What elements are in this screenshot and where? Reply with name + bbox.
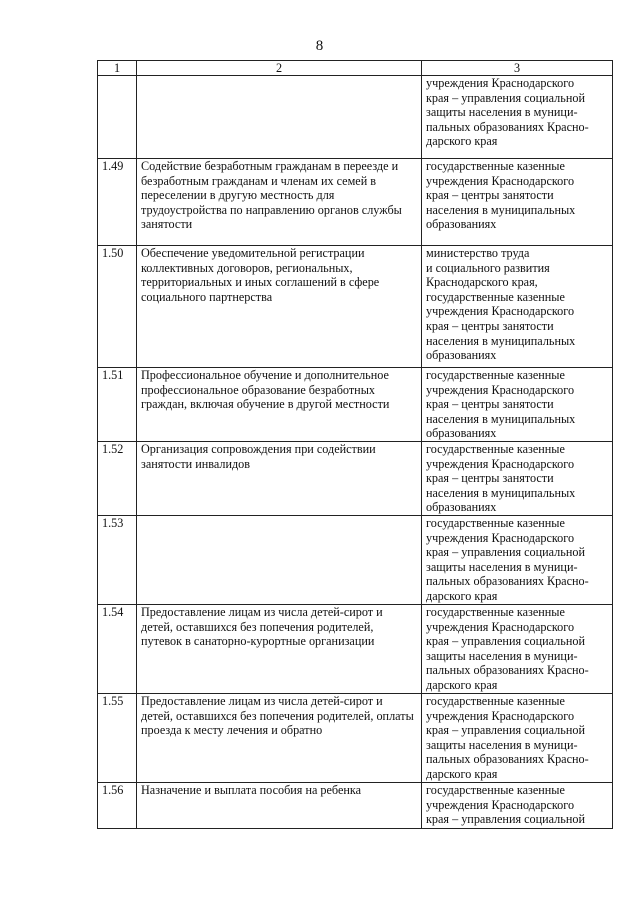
org-line: дарского края [426, 766, 498, 781]
org-line: края – управления социальной [426, 90, 585, 105]
table-row [98, 246, 613, 368]
org-line: пальных образованиях Красно- [426, 752, 589, 767]
org-line: образованиях [426, 217, 497, 232]
org-line: учреждения Краснодарского [426, 173, 575, 188]
service-description: Предоставление лицам из числа детей-сирот и детей, оставшихся без попечения родителей, оплаты проезда к месту лечения и обратно [137, 694, 422, 783]
org-line: пальных образованиях Красно- [426, 574, 589, 589]
org-line: государственные казенные [426, 783, 565, 797]
org-line: края – управления социальной [426, 545, 585, 560]
org-line: Краснодарского края, [426, 275, 538, 290]
org-line: государственные казенные [426, 289, 565, 304]
table-row [98, 783, 613, 829]
row-number [98, 76, 137, 159]
service-description: Профессиональное обучение и дополнительное профессиональное образование безработных граждан, включая обучение в другой местности [137, 368, 422, 442]
row-number: 1.54 [98, 605, 137, 694]
org-line: населения в муниципальных [426, 333, 576, 348]
service-description: Содействие безработным гражданам в переезде и безработным гражданам и членам их семей в переселении в другую местность для трудоустройства по направлению органов службы занятости [137, 159, 422, 246]
org-line: образованиях [426, 426, 497, 441]
responsible-organization [422, 783, 613, 829]
org-line: образованиях [426, 500, 497, 515]
row-number: 1.51 [98, 368, 137, 442]
org-line: края – центры занятости [426, 397, 554, 412]
responsible-organization [422, 516, 613, 605]
page-number: 8 [315, 38, 324, 54]
org-line: министерство труда [426, 246, 530, 260]
table-row [98, 368, 613, 442]
org-line: учреждения Краснодарского [426, 797, 575, 812]
org-line: учреждения Краснодарского [426, 304, 575, 319]
service-description [137, 516, 422, 605]
org-line: дарского края [426, 677, 498, 692]
org-line: пальных образованиях Красно- [426, 663, 589, 678]
org-line: пальных образованиях Красно- [426, 119, 589, 134]
org-line: учреждения Краснодарского [426, 530, 575, 545]
row-number: 1.56 [98, 783, 137, 829]
row-number: 1.50 [98, 246, 137, 368]
org-line: края – центры занятости [426, 471, 554, 486]
column-header-2: 2 [137, 61, 422, 76]
org-line: государственные казенные [426, 694, 565, 708]
responsible-organization [422, 159, 613, 246]
org-line: края – управления социальной [426, 723, 585, 738]
org-line: населения в муниципальных [426, 485, 576, 500]
org-line: защиты населения в муници- [426, 648, 578, 663]
table-row [98, 159, 613, 246]
table-header-row [98, 61, 613, 76]
org-line: государственные казенные [426, 605, 565, 619]
column-header-3: 3 [422, 61, 613, 76]
row-number: 1.53 [98, 516, 137, 605]
org-line: защиты населения в муници- [426, 559, 578, 574]
column-header-1: 1 [98, 61, 137, 76]
table-row [98, 76, 613, 159]
org-line: государственные казенные [426, 516, 565, 530]
service-description: Назначение и выплата пособия на ребенка [137, 783, 422, 829]
org-line: защиты населения в муници- [426, 737, 578, 752]
org-line: края – центры занятости [426, 188, 554, 203]
services-table [97, 60, 613, 829]
org-line: государственные казенные [426, 159, 565, 173]
responsible-organization [422, 442, 613, 516]
org-line: образованиях [426, 348, 497, 363]
service-description: Предоставление лицам из числа детей-сирот и детей, оставшихся без попечения родителей, путевок в санаторно-курортные организации [137, 605, 422, 694]
table-row [98, 516, 613, 605]
org-line: учреждения Краснодарского [426, 382, 575, 397]
responsible-organization [422, 605, 613, 694]
org-line: и социального развития [426, 260, 550, 275]
service-description [137, 76, 422, 159]
service-description: Обеспечение уведомительной регистрации коллективных договоров, региональных, территориальных и иных соглашений в сфере социального партнерства [137, 246, 422, 368]
table-row [98, 605, 613, 694]
org-line: учреждения Краснодарского [426, 619, 575, 634]
responsible-organization [422, 76, 613, 159]
org-line: дарского края [426, 588, 498, 603]
org-line: населения в муниципальных [426, 202, 576, 217]
org-line: защиты населения в муници- [426, 105, 578, 120]
row-number: 1.49 [98, 159, 137, 246]
org-line: населения в муниципальных [426, 411, 576, 426]
org-line: учреждения Краснодарского [426, 708, 575, 723]
responsible-organization [422, 694, 613, 783]
org-line: края – управления социальной [426, 812, 585, 827]
row-number: 1.55 [98, 694, 137, 783]
org-line: края – центры занятости [426, 318, 554, 333]
table-row [98, 442, 613, 516]
org-line: государственные казенные [426, 368, 565, 382]
responsible-organization [422, 368, 613, 442]
responsible-organization [422, 246, 613, 368]
org-line: дарского края [426, 134, 498, 149]
org-line: учреждения Краснодарского [426, 456, 575, 471]
org-line: учреждения Краснодарского [426, 76, 575, 90]
org-line: края – управления социальной [426, 634, 585, 649]
service-description: Организация сопровождения при содействии занятости инвалидов [137, 442, 422, 516]
row-number: 1.52 [98, 442, 137, 516]
org-line: государственные казенные [426, 442, 565, 456]
table-row [98, 694, 613, 783]
